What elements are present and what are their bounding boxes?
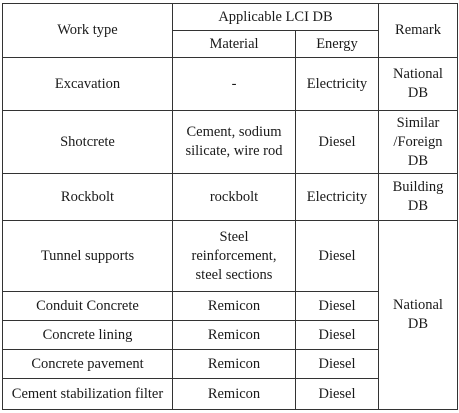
cell-material: -: [173, 58, 296, 111]
cell-energy: Diesel: [296, 292, 379, 321]
cell-remark-merged: National DB: [379, 221, 458, 410]
cell-work-type: Conduit Concrete: [3, 292, 173, 321]
header-energy: Energy: [296, 31, 379, 58]
cell-energy: Electricity: [296, 174, 379, 221]
cell-work-type: Excavation: [3, 58, 173, 111]
cell-material: Cement, sodium silicate, wire rod: [173, 111, 296, 174]
table-row-shotcrete: [3, 111, 458, 174]
header-applicable-lci-db: Applicable LCI DB: [173, 4, 379, 31]
cell-energy: Diesel: [296, 321, 379, 350]
header-work-type: Work type: [3, 4, 173, 58]
header-remark: Remark: [379, 4, 458, 58]
cell-work-type: Rockbolt: [3, 174, 173, 221]
cell-energy: Diesel: [296, 379, 379, 410]
cell-energy: Diesel: [296, 350, 379, 379]
cell-work-type: Tunnel supports: [3, 221, 173, 292]
header-row-1: [3, 4, 458, 31]
cell-material: Remicon: [173, 379, 296, 410]
cell-remark: National DB: [379, 58, 458, 111]
cell-material: Steel reinforcement, steel sections: [173, 221, 296, 292]
cell-work-type: Concrete lining: [3, 321, 173, 350]
cell-material: Remicon: [173, 292, 296, 321]
cell-work-type: Concrete pavement: [3, 350, 173, 379]
cell-remark: Building DB: [379, 174, 458, 221]
cell-material: Remicon: [173, 321, 296, 350]
cell-material: Remicon: [173, 350, 296, 379]
cell-energy: Diesel: [296, 221, 379, 292]
cell-energy: Diesel: [296, 111, 379, 174]
cell-work-type: Shotcrete: [3, 111, 173, 174]
cell-work-type: Cement stabilization filter: [3, 379, 173, 410]
lci-db-table: [2, 3, 458, 410]
table-row-rockbolt: [3, 174, 458, 221]
table-row-tunnel-supports: [3, 221, 458, 292]
header-material: Material: [173, 31, 296, 58]
cell-remark: Similar /Foreign DB: [379, 111, 458, 174]
table-row-excavation: [3, 58, 458, 111]
cell-material: rockbolt: [173, 174, 296, 221]
cell-energy: Electricity: [296, 58, 379, 111]
